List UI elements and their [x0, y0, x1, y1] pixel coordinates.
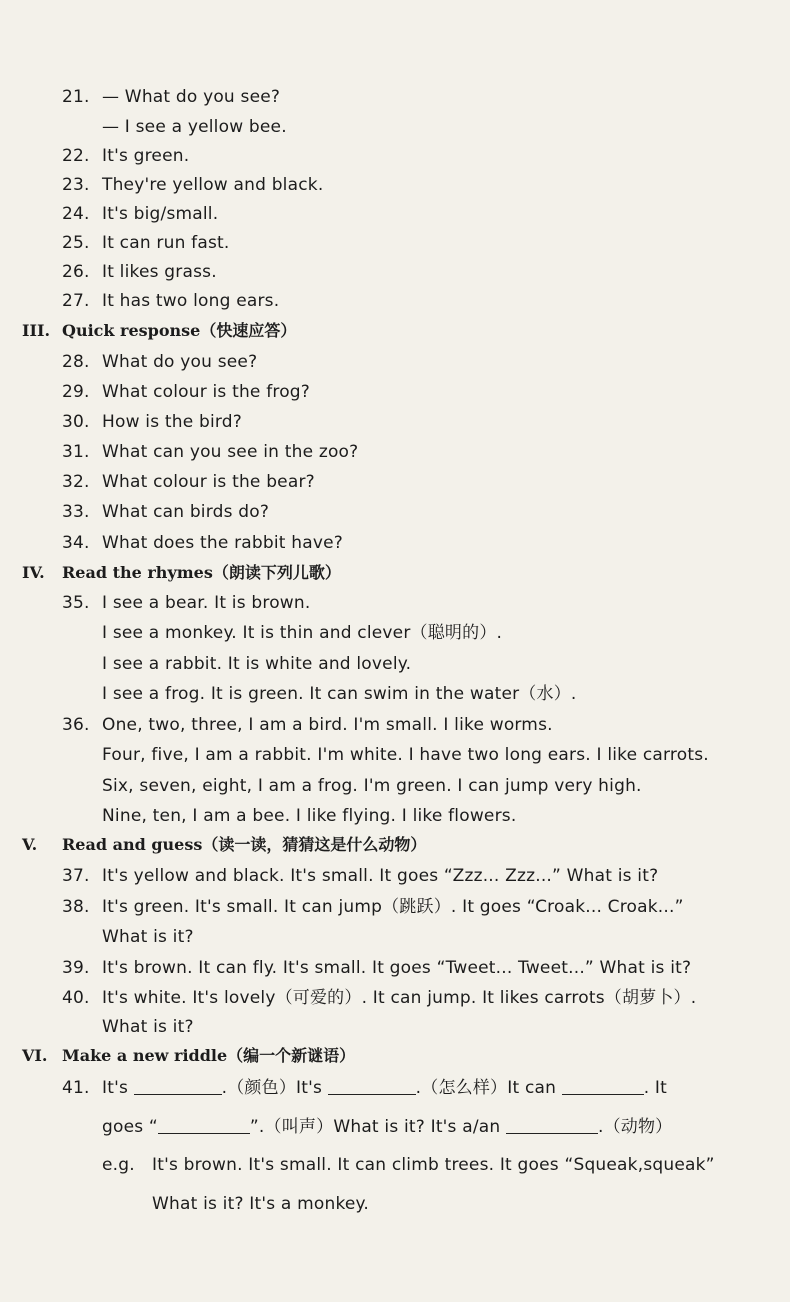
- question-29: [62, 381, 310, 403]
- rhyme-line: I see a bear. It is brown.: [102, 593, 311, 613]
- question-number: 32.: [62, 472, 90, 492]
- rhyme-line: Four, five, I am a rabbit. I'm white. I have two long ears. I like carrots.: [102, 745, 709, 765]
- question-23: [62, 174, 323, 196]
- question-text: What do you see?: [102, 352, 258, 372]
- question-number: 35.: [62, 593, 90, 613]
- appearance-blank[interactable]: [328, 1078, 416, 1095]
- question-number: 41.: [62, 1078, 90, 1098]
- question-number: 37.: [62, 866, 90, 886]
- question-text: It's yellow and black. It's small. It goes “Zzz... Zzz...” What is it?: [102, 866, 659, 886]
- question-text: It's green.: [102, 146, 190, 166]
- question-40: [62, 987, 696, 1009]
- question-number: 24.: [62, 204, 90, 224]
- rhyme-line: I see a rabbit. It is white and lovely.: [102, 654, 412, 674]
- riddle-text: .（动物）: [597, 1117, 673, 1137]
- question-text: What is it?: [102, 927, 194, 947]
- question-number: 36.: [62, 715, 90, 735]
- question-number: 40.: [62, 988, 90, 1008]
- question-number: 23.: [62, 175, 90, 195]
- example-text: It's brown. It's small. It can climb trees. It goes “Squeak,squeak”: [152, 1155, 715, 1175]
- question-text: It likes grass.: [102, 262, 217, 282]
- section-numeral: IV.: [22, 563, 45, 582]
- question-38: [62, 896, 684, 918]
- question-30: [62, 411, 242, 433]
- example-line-1: [102, 1154, 715, 1176]
- question-39: [62, 957, 691, 979]
- question-text: What colour is the frog?: [102, 382, 311, 402]
- question-35: [62, 592, 310, 614]
- question-25: [62, 232, 230, 254]
- riddle-text: .（颜色）It's: [221, 1078, 323, 1098]
- question-number: 21.: [62, 87, 90, 107]
- question-28: [62, 351, 257, 373]
- colour-blank[interactable]: [134, 1078, 222, 1095]
- question-text: — What do you see?: [102, 87, 281, 107]
- ability-blank[interactable]: [562, 1078, 644, 1095]
- question-text: What can you see in the zoo?: [102, 442, 359, 462]
- question-37: [62, 865, 658, 887]
- question-27: [62, 290, 279, 312]
- rhyme-line: Six, seven, eight, I am a frog. I'm green. I can jump very high.: [102, 776, 642, 796]
- sound-blank[interactable]: [158, 1117, 250, 1134]
- question-text: What is it?: [102, 1017, 194, 1037]
- riddle-text: It's: [102, 1078, 129, 1098]
- rhyme-line: One, two, three, I am a bird. I'm small. I like worms.: [102, 715, 553, 735]
- question-text: What colour is the bear?: [102, 472, 315, 492]
- question-text: They're yellow and black.: [102, 175, 324, 195]
- section-title: Quick response（快速应答）: [62, 321, 297, 340]
- question-32: [62, 471, 315, 493]
- question-41-line-2: [102, 1116, 672, 1138]
- question-number: 33.: [62, 502, 90, 522]
- question-number: 39.: [62, 958, 90, 978]
- question-22: [62, 145, 189, 167]
- question-number: 30.: [62, 412, 90, 432]
- question-number: 38.: [62, 897, 90, 917]
- riddle-text: .（怎么样）It can: [415, 1078, 557, 1098]
- question-24: [62, 203, 218, 225]
- question-text: It can run fast.: [102, 233, 230, 253]
- question-31: [62, 441, 358, 463]
- question-text: It's green. It's small. It can jump（跳跃）. It goes “Croak... Croak...”: [102, 897, 684, 917]
- riddle-text: . It: [643, 1078, 667, 1098]
- question-text: — I see a yellow bee.: [102, 117, 287, 137]
- section-numeral: V.: [22, 835, 38, 854]
- section-heading-4: [22, 562, 341, 584]
- question-number: 34.: [62, 533, 90, 553]
- example-text: What is it? It's a monkey.: [152, 1194, 369, 1214]
- question-text: It's big/small.: [102, 204, 219, 224]
- question-36: [62, 714, 553, 736]
- section-heading-3: [22, 320, 296, 342]
- question-text: It's brown. It can fly. It's small. It goes “Tweet... Tweet...” What is it?: [102, 958, 692, 978]
- question-number: 26.: [62, 262, 90, 282]
- question-number: 29.: [62, 382, 90, 402]
- question-26: [62, 261, 217, 283]
- rhyme-line: Nine, ten, I am a bee. I like flying. I like flowers.: [102, 806, 517, 826]
- section-heading-6: [22, 1045, 355, 1067]
- section-numeral: VI.: [22, 1046, 48, 1065]
- riddle-text: goes “: [102, 1117, 158, 1137]
- question-34: [62, 532, 343, 554]
- question-number: 27.: [62, 291, 90, 311]
- section-title: Make a new riddle（编一个新谜语）: [62, 1046, 356, 1065]
- rhyme-line: I see a monkey. It is thin and clever（聪明的）.: [102, 623, 503, 643]
- question-number: 28.: [62, 352, 90, 372]
- question-21: [62, 86, 280, 108]
- question-number: 31.: [62, 442, 90, 462]
- question-text: How is the bird?: [102, 412, 242, 432]
- question-text: What does the rabbit have?: [102, 533, 344, 553]
- question-number: 25.: [62, 233, 90, 253]
- question-41: [62, 1077, 667, 1099]
- section-title: Read the rhymes（朗读下列儿歌）: [62, 563, 341, 582]
- question-text: It's white. It's lovely（可爱的）. It can jump. It likes carrots（胡萝卜）.: [102, 988, 697, 1008]
- answer-21: [102, 116, 287, 138]
- rhyme-line: I see a frog. It is green. It can swim in the water（水）.: [102, 684, 577, 704]
- question-text: It has two long ears.: [102, 291, 280, 311]
- question-number: 22.: [62, 146, 90, 166]
- section-heading-5: [22, 834, 426, 856]
- question-33: [62, 501, 269, 523]
- example-label: e.g.: [102, 1155, 135, 1175]
- section-numeral: III.: [22, 321, 51, 340]
- section-title: Read and guess（读一读，猜猜这是什么动物）: [62, 835, 427, 854]
- riddle-text: ”.（叫声）What is it? It's a/an: [249, 1117, 501, 1137]
- question-text: What can birds do?: [102, 502, 270, 522]
- animal-blank[interactable]: [506, 1117, 598, 1134]
